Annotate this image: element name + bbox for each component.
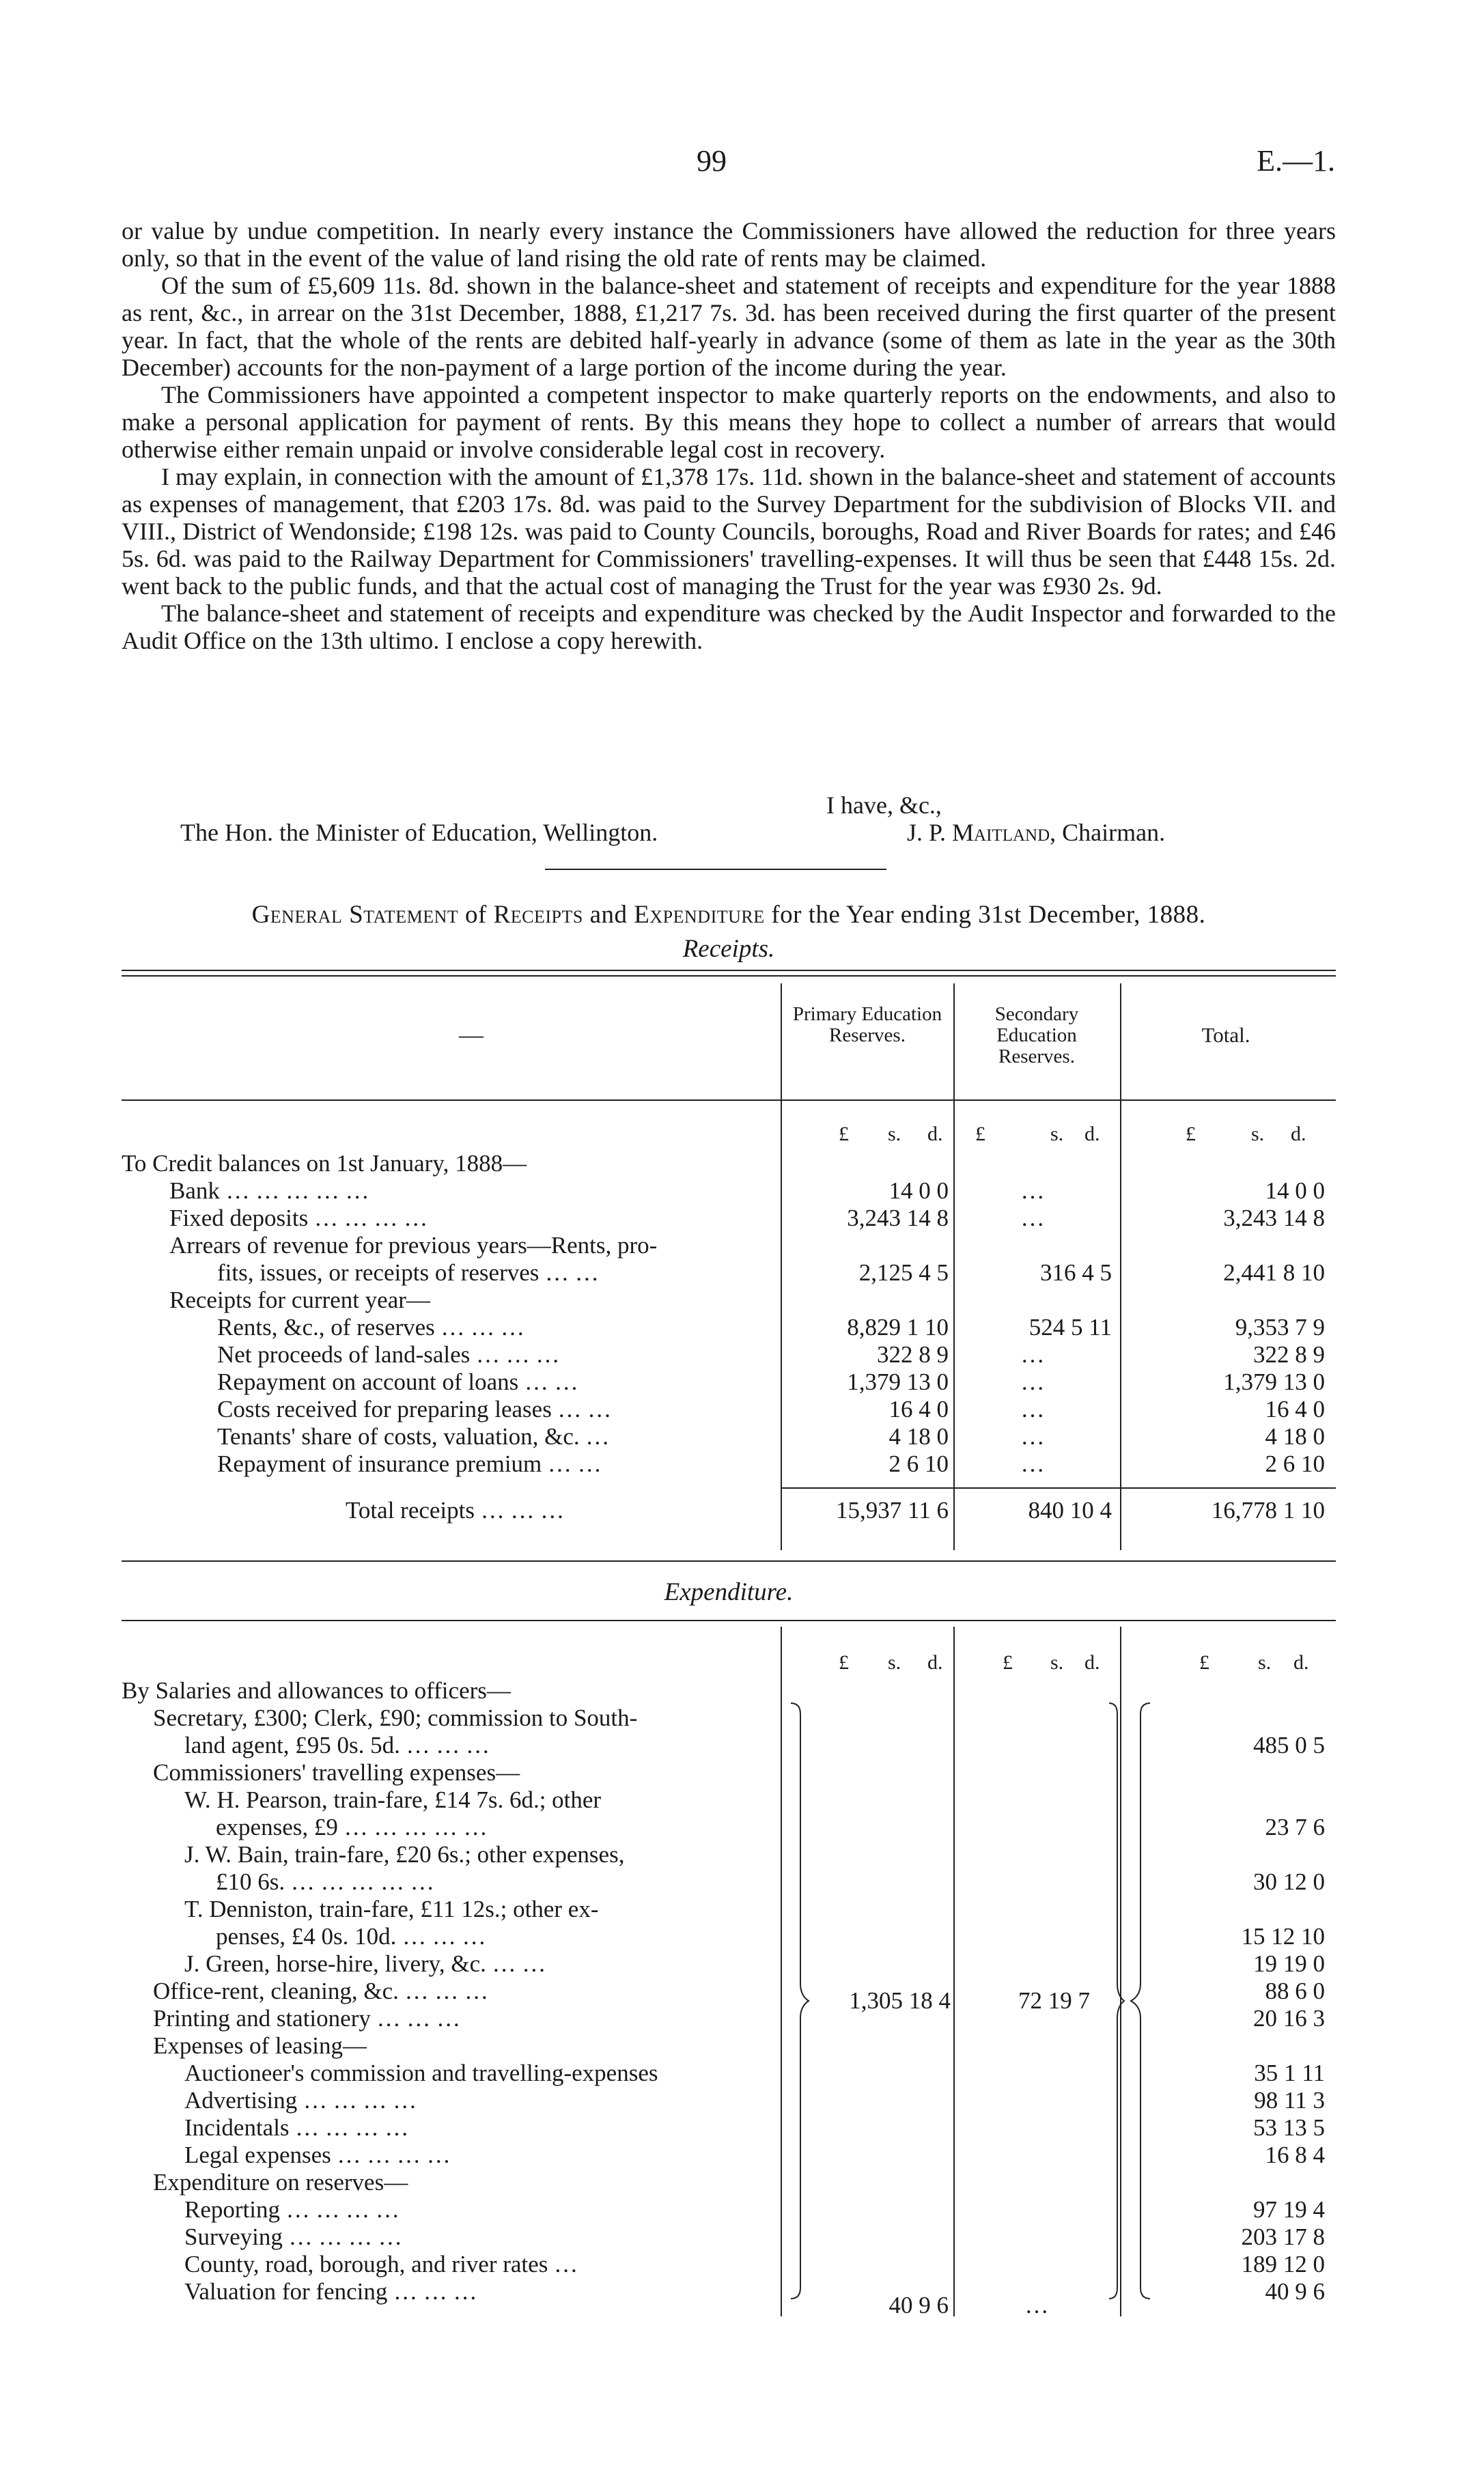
- unit-pence: d.: [1293, 1651, 1309, 1674]
- unit-shilling: s.: [1251, 1123, 1265, 1145]
- expenditure-label: By Salaries and allowances to officers—: [122, 1677, 511, 1704]
- table-rule: [122, 970, 1336, 971]
- unit-pound: £: [1003, 1651, 1013, 1674]
- total-rule: [1120, 1487, 1336, 1489]
- unit-pence: d.: [927, 1123, 943, 1145]
- expenditure-label: Surveying … … … …: [184, 2224, 402, 2250]
- column-header-total: Total.: [1201, 1023, 1250, 1047]
- unit-shilling: s.: [1050, 1123, 1064, 1145]
- receipt-label: Arrears of revenue for previous years—Rents, pro-: [169, 1232, 658, 1259]
- expenditure-total-amount: 15 12 10: [1241, 1923, 1325, 1950]
- total-receipts-total: 16,778 1 10: [1211, 1497, 1325, 1524]
- receipt-primary-amount: 3,243 14 8: [847, 1205, 949, 1231]
- unit-shilling: s.: [888, 1651, 901, 1674]
- receipt-primary-amount: 4 18 0: [888, 1423, 949, 1450]
- brace-total: [1127, 1700, 1154, 2301]
- receipt-primary-amount: 2 6 10: [888, 1450, 949, 1477]
- expenditure-total-amount: 53 13 5: [1253, 2114, 1325, 2141]
- valuation-primary-amount: 40 9 6: [888, 2292, 949, 2318]
- paragraph: The Commissioners have appointed a competent inspector to make quarterly reports on the endowments, and also to make a personal application for payment of rents. By this means they hope to collect a number of arrears that would otherwise either remain unpaid or involve considerable legal cost in recovery.: [122, 381, 1336, 463]
- expenditure-total-amount: 485 0 5: [1253, 1732, 1325, 1758]
- receipt-primary-amount: 16 4 0: [888, 1396, 949, 1422]
- receipt-primary-amount: 2,125 4 5: [858, 1259, 949, 1286]
- unit-pound: £: [839, 1123, 849, 1145]
- total-rule: [953, 1487, 1120, 1489]
- unit-pound: £: [1186, 1123, 1196, 1145]
- receipts-heading: Receipts.: [682, 935, 775, 963]
- expenditure-label: Incidentals … … … …: [184, 2114, 409, 2141]
- unit-pence: d.: [1084, 1123, 1100, 1145]
- table-rule: [122, 1560, 1336, 1562]
- receipt-secondary-amount: …: [1020, 1396, 1045, 1422]
- unit-pound: £: [839, 1651, 849, 1674]
- receipt-primary-amount: 322 8 9: [877, 1341, 949, 1368]
- expenditure-total-amount: 19 19 0: [1253, 1950, 1325, 1977]
- receipt-total-amount: 14 0 0: [1265, 1177, 1325, 1204]
- receipt-secondary-amount: …: [1020, 1423, 1045, 1450]
- table-rule: [122, 1099, 1336, 1101]
- unit-shilling: s.: [1050, 1651, 1064, 1674]
- receipt-label: Bank … … … … …: [169, 1177, 369, 1204]
- receipt-total-amount: 9,353 7 9: [1235, 1314, 1325, 1341]
- column-header-dash: —: [459, 1021, 484, 1048]
- expenditure-label: J. W. Bain, train-fare, £20 6s.; other expenses,: [184, 1841, 625, 1868]
- signature-name: J. P. Maitland: [907, 819, 1050, 846]
- letter-addressee: The Hon. the Minister of Education, Wellington.: [180, 819, 658, 846]
- unit-shilling: s.: [1258, 1651, 1272, 1674]
- expenditure-label: Secretary, £300; Clerk, £90; commission to South-: [153, 1705, 638, 1731]
- expenditure-label: Valuation for fencing … … …: [184, 2278, 477, 2305]
- expenditure-label: expenses, £9 … … … … …: [216, 1814, 488, 1840]
- expenditure-label: Legal expenses … … … …: [184, 2142, 451, 2168]
- receipt-label: Tenants' share of costs, valuation, &c. …: [217, 1423, 610, 1450]
- expenditure-total-amount: 203 17 8: [1241, 2224, 1325, 2250]
- expenditure-total-amount: 98 11 3: [1254, 2087, 1325, 2114]
- expenditure-heading: Expenditure.: [664, 1578, 794, 1606]
- expenditure-total-amount: 88 6 0: [1265, 1978, 1325, 2004]
- expenditure-total-amount: 23 7 6: [1265, 1814, 1325, 1840]
- receipt-primary-amount: 8,829 1 10: [847, 1314, 949, 1341]
- expenditure-label: County, road, borough, and river rates …: [184, 2251, 578, 2277]
- paragraph: I may explain, in connection with the amount of £1,378 17s. 11d. shown in the balance-sheet and statement of accounts as expenses of management, that £203 17s. 8d. was paid to the Survey Department for the subdivision of Blocks VII. and VIII., District of Wendonside; £198 12s. was paid to County Councils, boroughs, Road and River Boards for rates; and £46 5s. 6d. was paid to the Railway Department for Commissioners' travelling-expenses. It will thus be seen that £448 15s. 2d. went back to the public funds, and that the actual cost of managing the Trust for the year was £930 2s. 9d.: [122, 463, 1336, 600]
- statement-title: General Statement of Receipts and Expenditure for the Year ending 31st December, 1888.: [251, 901, 1206, 929]
- expenditure-total-amount: 40 9 6: [1265, 2278, 1325, 2305]
- receipt-secondary-amount: …: [1020, 1341, 1045, 1368]
- receipt-total-amount: 2 6 10: [1265, 1450, 1325, 1477]
- expenditure-label: Printing and stationery … … …: [153, 2005, 461, 2032]
- expenditure-label: Reporting … … … …: [184, 2196, 400, 2223]
- receipt-total-amount: 4 18 0: [1265, 1423, 1325, 1450]
- column-divider: [953, 1627, 955, 2316]
- receipt-label: Costs received for preparing leases … …: [217, 1396, 612, 1422]
- column-header-primary: Primary Education Reserves.: [792, 1003, 942, 1046]
- receipt-label: Repayment on account of loans … …: [217, 1369, 578, 1395]
- receipt-secondary-amount: 524 5 11: [1028, 1314, 1112, 1341]
- receipt-total-amount: 1,379 13 0: [1223, 1369, 1325, 1395]
- receipt-label: fits, issues, or receipts of reserves … …: [217, 1259, 599, 1286]
- receipt-secondary-amount: 316 4 5: [1040, 1259, 1112, 1286]
- letter-signature: [907, 818, 1165, 847]
- unit-pence: d.: [1084, 1651, 1100, 1674]
- divider: [545, 869, 886, 870]
- total-receipts-primary: 15,937 11 6: [836, 1497, 949, 1524]
- expenditure-total-amount: 16 8 4: [1265, 2142, 1325, 2168]
- unit-pence: d.: [1291, 1123, 1306, 1145]
- receipt-label: Rents, &c., of reserves … … …: [217, 1314, 525, 1341]
- expenditure-total-amount: 189 12 0: [1241, 2251, 1325, 2277]
- paragraph: Of the sum of £5,609 11s. 8d. shown in the balance-sheet and statement of receipts and expenditure for the year 1888 as rent, &c., in arrear on the 31st December, 1888, £1,217 7s. 3d. has been received during the first quarter of the present year. In fact, that the whole of the rents are debited half-yearly in advance (some of them as late in the year as the 30th December) accounts for the non-payment of a large portion of the income during the year.: [122, 272, 1336, 381]
- expenditure-total-amount: 35 1 11: [1254, 2060, 1325, 2086]
- receipt-label: Net proceeds of land-sales … … …: [217, 1341, 560, 1368]
- total-rule: [781, 1487, 953, 1489]
- receipt-primary-amount: 14 0 0: [888, 1177, 949, 1204]
- expenditure-label: W. H. Pearson, train-fare, £14 7s. 6d.; other: [184, 1786, 602, 1813]
- expenditure-label: £10 6s. … … … … …: [216, 1868, 434, 1895]
- expenditure-total-amount: 30 12 0: [1253, 1868, 1325, 1895]
- expenditure-label: T. Denniston, train-fare, £11 12s.; other ex-: [184, 1896, 599, 1922]
- receipt-secondary-amount: …: [1020, 1369, 1045, 1395]
- table-rule: [122, 975, 1336, 977]
- receipt-label: Repayment of insurance premium … …: [217, 1450, 602, 1477]
- signature-role: , Chairman.: [1050, 819, 1166, 846]
- expenditure-total-amount: 97 19 4: [1253, 2196, 1325, 2223]
- letter-closing: I have, &c.,: [826, 791, 942, 819]
- expenditure-label: Advertising … … … …: [184, 2087, 417, 2114]
- expenditure-label: Auctioneer's commission and travelling-expenses: [184, 2060, 658, 2086]
- receipt-total-amount: 322 8 9: [1253, 1341, 1325, 1368]
- unit-pence: d.: [927, 1651, 943, 1674]
- document-code: E.—1.: [1257, 144, 1335, 178]
- receipt-total-amount: 3,243 14 8: [1223, 1205, 1325, 1231]
- expenditure-label: J. Green, horse-hire, livery, &c. … …: [184, 1950, 546, 1977]
- expenditure-total-amount: 20 16 3: [1253, 2005, 1325, 2032]
- receipt-label: Receipts for current year—: [169, 1287, 430, 1313]
- expenditure-label: Commissioners' travelling expenses—: [153, 1759, 520, 1786]
- total-receipts-secondary: 840 10 4: [1028, 1497, 1112, 1524]
- paragraph: or value by undue competition. In nearly every instance the Commissioners have allowed the reduction for three years only, so that in the event of the value of land rising the old rate of rents may be claimed.: [122, 217, 1336, 272]
- unit-pound: £: [975, 1123, 985, 1145]
- receipt-primary-amount: 1,379 13 0: [847, 1369, 949, 1395]
- grouped-primary-amount: 1,305 18 4: [849, 1987, 951, 2014]
- expenditure-label: Expenditure on reserves—: [153, 2169, 408, 2196]
- receipt-label: Fixed deposits … … … …: [169, 1205, 428, 1231]
- valuation-secondary-amount: …: [1024, 2292, 1049, 2318]
- table-rule: [122, 1620, 1336, 1621]
- expenditure-label: Expenses of leasing—: [153, 2032, 367, 2059]
- letter-body: [122, 217, 1336, 654]
- page-number: 99: [697, 144, 727, 178]
- column-divider: [781, 1627, 782, 2316]
- column-header-secondary: Secondary Education Reserves.: [994, 1003, 1079, 1067]
- unit-pound: £: [1199, 1651, 1209, 1674]
- receipt-total-amount: 2,441 8 10: [1223, 1259, 1325, 1286]
- receipt-label: To Credit balances on 1st January, 1888—: [122, 1150, 527, 1177]
- brace-right-secondary: [1100, 1700, 1127, 2301]
- receipt-secondary-amount: …: [1020, 1205, 1045, 1231]
- receipt-secondary-amount: …: [1020, 1450, 1045, 1477]
- paragraph: The balance-sheet and statement of receipts and expenditure was checked by the Audit Inspector and forwarded to the Audit Office on the 13th ultimo. I enclose a copy herewith.: [122, 600, 1336, 654]
- expenditure-label: Office-rent, cleaning, &c. … … …: [153, 1978, 489, 2004]
- receipt-total-amount: 16 4 0: [1265, 1396, 1325, 1422]
- grouped-secondary-amount: 72 19 7: [1018, 1987, 1090, 2014]
- expenditure-label: land agent, £95 0s. 5d. … … …: [184, 1732, 490, 1758]
- expenditure-label: penses, £4 0s. 10d. … … …: [216, 1923, 486, 1950]
- total-receipts-label: Total receipts … … …: [346, 1497, 565, 1524]
- receipt-secondary-amount: …: [1020, 1177, 1045, 1204]
- unit-shilling: s.: [888, 1123, 901, 1145]
